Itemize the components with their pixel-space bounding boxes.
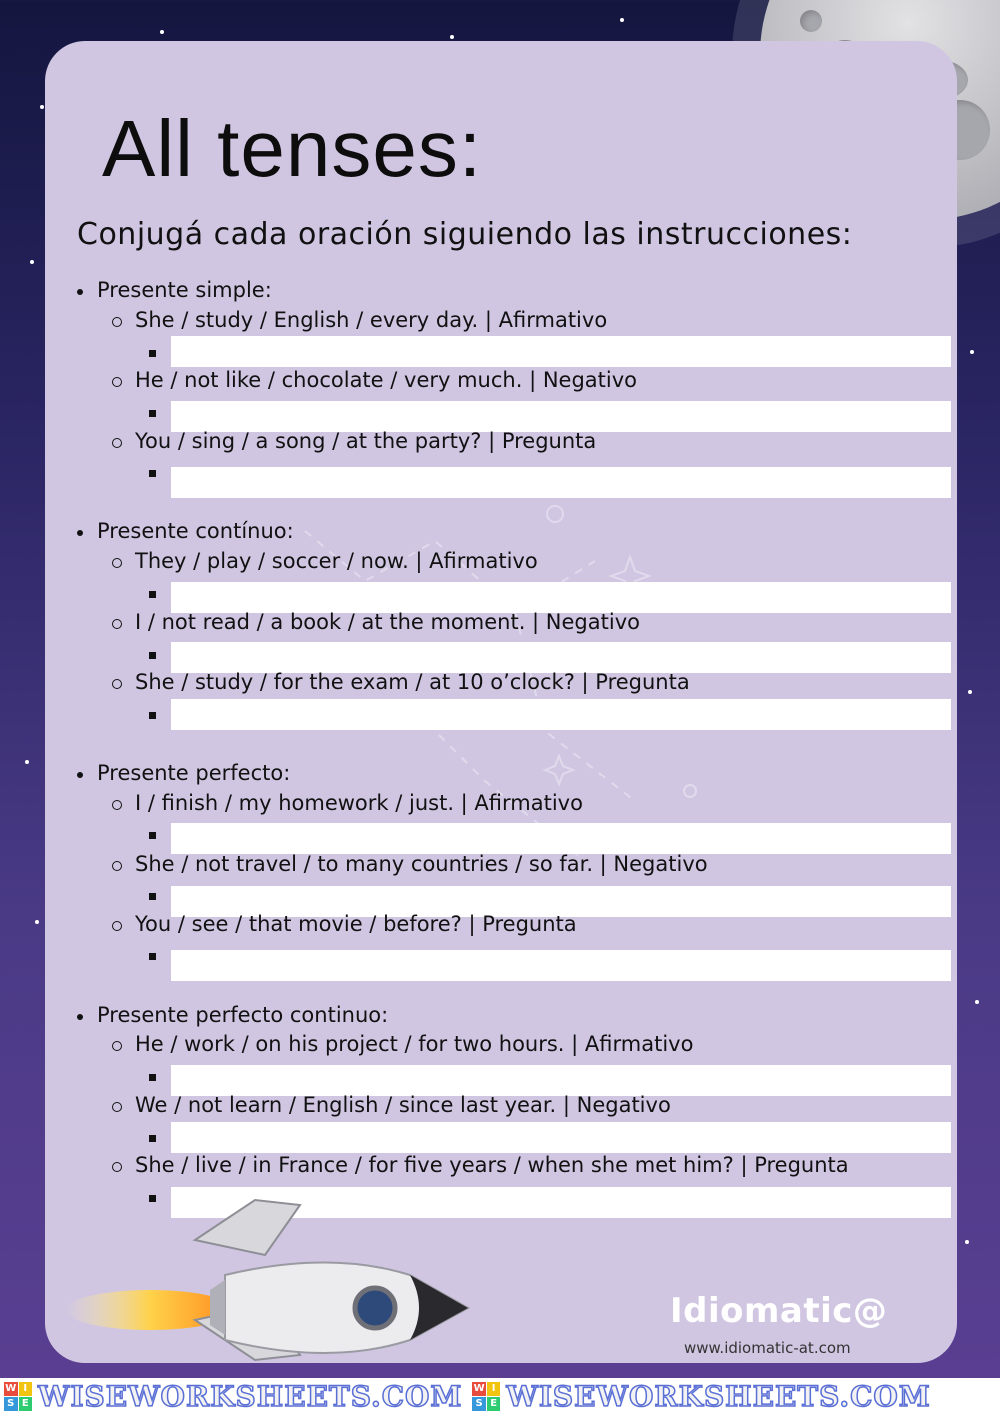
footer-brand: [472, 1380, 930, 1413]
star: [620, 18, 624, 22]
star: [30, 260, 34, 264]
star: [975, 1000, 979, 1004]
exercise-prompt: She / study / English / every day. | Afirmativo: [135, 308, 608, 332]
star: [968, 690, 972, 694]
footer-site-text: WISEWORKSHEETS.COM: [506, 1379, 931, 1413]
square-bullet: [149, 350, 156, 357]
star: [965, 1240, 969, 1244]
wise-logo-icon: [4, 1382, 32, 1410]
logo-letter: S: [4, 1397, 18, 1411]
square-bullet: [149, 712, 156, 719]
square-bullet: [149, 591, 156, 598]
footer-brand: [4, 1380, 462, 1413]
logo-letter: W: [473, 1383, 485, 1394]
logo-letter: I: [19, 1382, 33, 1396]
square-bullet: [149, 953, 156, 960]
exercise-prompt: You / see / that movie / before? | Pregunta: [135, 912, 577, 936]
square-bullet: [149, 652, 156, 659]
footer-site-text: WISEWORKSHEETS.COM: [38, 1379, 463, 1413]
answer-field[interactable]: [171, 467, 951, 498]
footer-banner: [0, 1378, 1000, 1414]
square-bullet: [149, 832, 156, 839]
logo-letter: E: [19, 1397, 33, 1411]
answer-field[interactable]: [171, 823, 951, 854]
square-bullet: [149, 470, 156, 477]
exercise-prompt: She / live / in France / for five years / when she met him? | Pregunta: [135, 1153, 849, 1177]
worksheet-card: [45, 41, 957, 1363]
logo-letter: W: [5, 1383, 17, 1394]
exercise-prompt: He / work / on his project / for two hours. | Afirmativo: [135, 1032, 694, 1056]
rocket-illustration: [30, 1180, 490, 1370]
star: [160, 30, 164, 34]
exercise-prompt: I / not read / a book / at the moment. | Negativo: [135, 610, 640, 634]
star: [970, 350, 974, 354]
section-label: Presente simple:: [97, 278, 272, 302]
exercise-prompt: She / study / for the exam / at 10 o’clock? | Pregunta: [135, 670, 690, 694]
answer-field[interactable]: [171, 336, 951, 367]
logo-letter: E: [487, 1397, 501, 1411]
square-bullet: [149, 1135, 156, 1142]
star: [35, 920, 39, 924]
answer-field[interactable]: [171, 582, 951, 613]
answer-field[interactable]: [171, 1065, 951, 1096]
star: [40, 105, 44, 109]
star: [25, 760, 29, 764]
exercise-prompt: She / not travel / to many countries / so far. | Negativo: [135, 852, 708, 876]
exercise-prompt: You / sing / a song / at the party? | Pregunta: [135, 429, 597, 453]
logo-url: www.idiomatic-at.com: [684, 1339, 851, 1357]
logo-name: Idiomatic@: [670, 1291, 888, 1331]
exercise-prompt: He / not like / chocolate / very much. | Negativo: [135, 368, 637, 392]
square-bullet: [149, 893, 156, 900]
square-bullet: [149, 1074, 156, 1081]
exercise-prompt: We / not learn / English / since last year. | Negativo: [135, 1093, 671, 1117]
exercise-prompt: I / finish / my homework / just. | Afirmativo: [135, 791, 583, 815]
answer-field[interactable]: [171, 699, 951, 730]
exercise-prompt: They / play / soccer / now. | Afirmativo: [135, 549, 538, 573]
page-title: All tenses:: [102, 104, 483, 193]
star: [450, 35, 454, 39]
instructions-subtitle: Conjugá cada oración siguiendo las instrucciones:: [77, 217, 853, 252]
logo-letter: I: [487, 1382, 501, 1396]
answer-field[interactable]: [171, 642, 951, 673]
answer-field[interactable]: [171, 950, 951, 981]
logo-letter: S: [472, 1397, 486, 1411]
answer-field[interactable]: [171, 1122, 951, 1153]
section-label: Presente contínuo:: [97, 519, 294, 543]
section-label: Presente perfecto:: [97, 761, 291, 785]
wise-logo-icon: [472, 1382, 500, 1410]
section-label: Presente perfecto continuo:: [97, 1003, 389, 1027]
moon-crater: [800, 10, 822, 32]
square-bullet: [149, 410, 156, 417]
answer-field[interactable]: [171, 401, 951, 432]
